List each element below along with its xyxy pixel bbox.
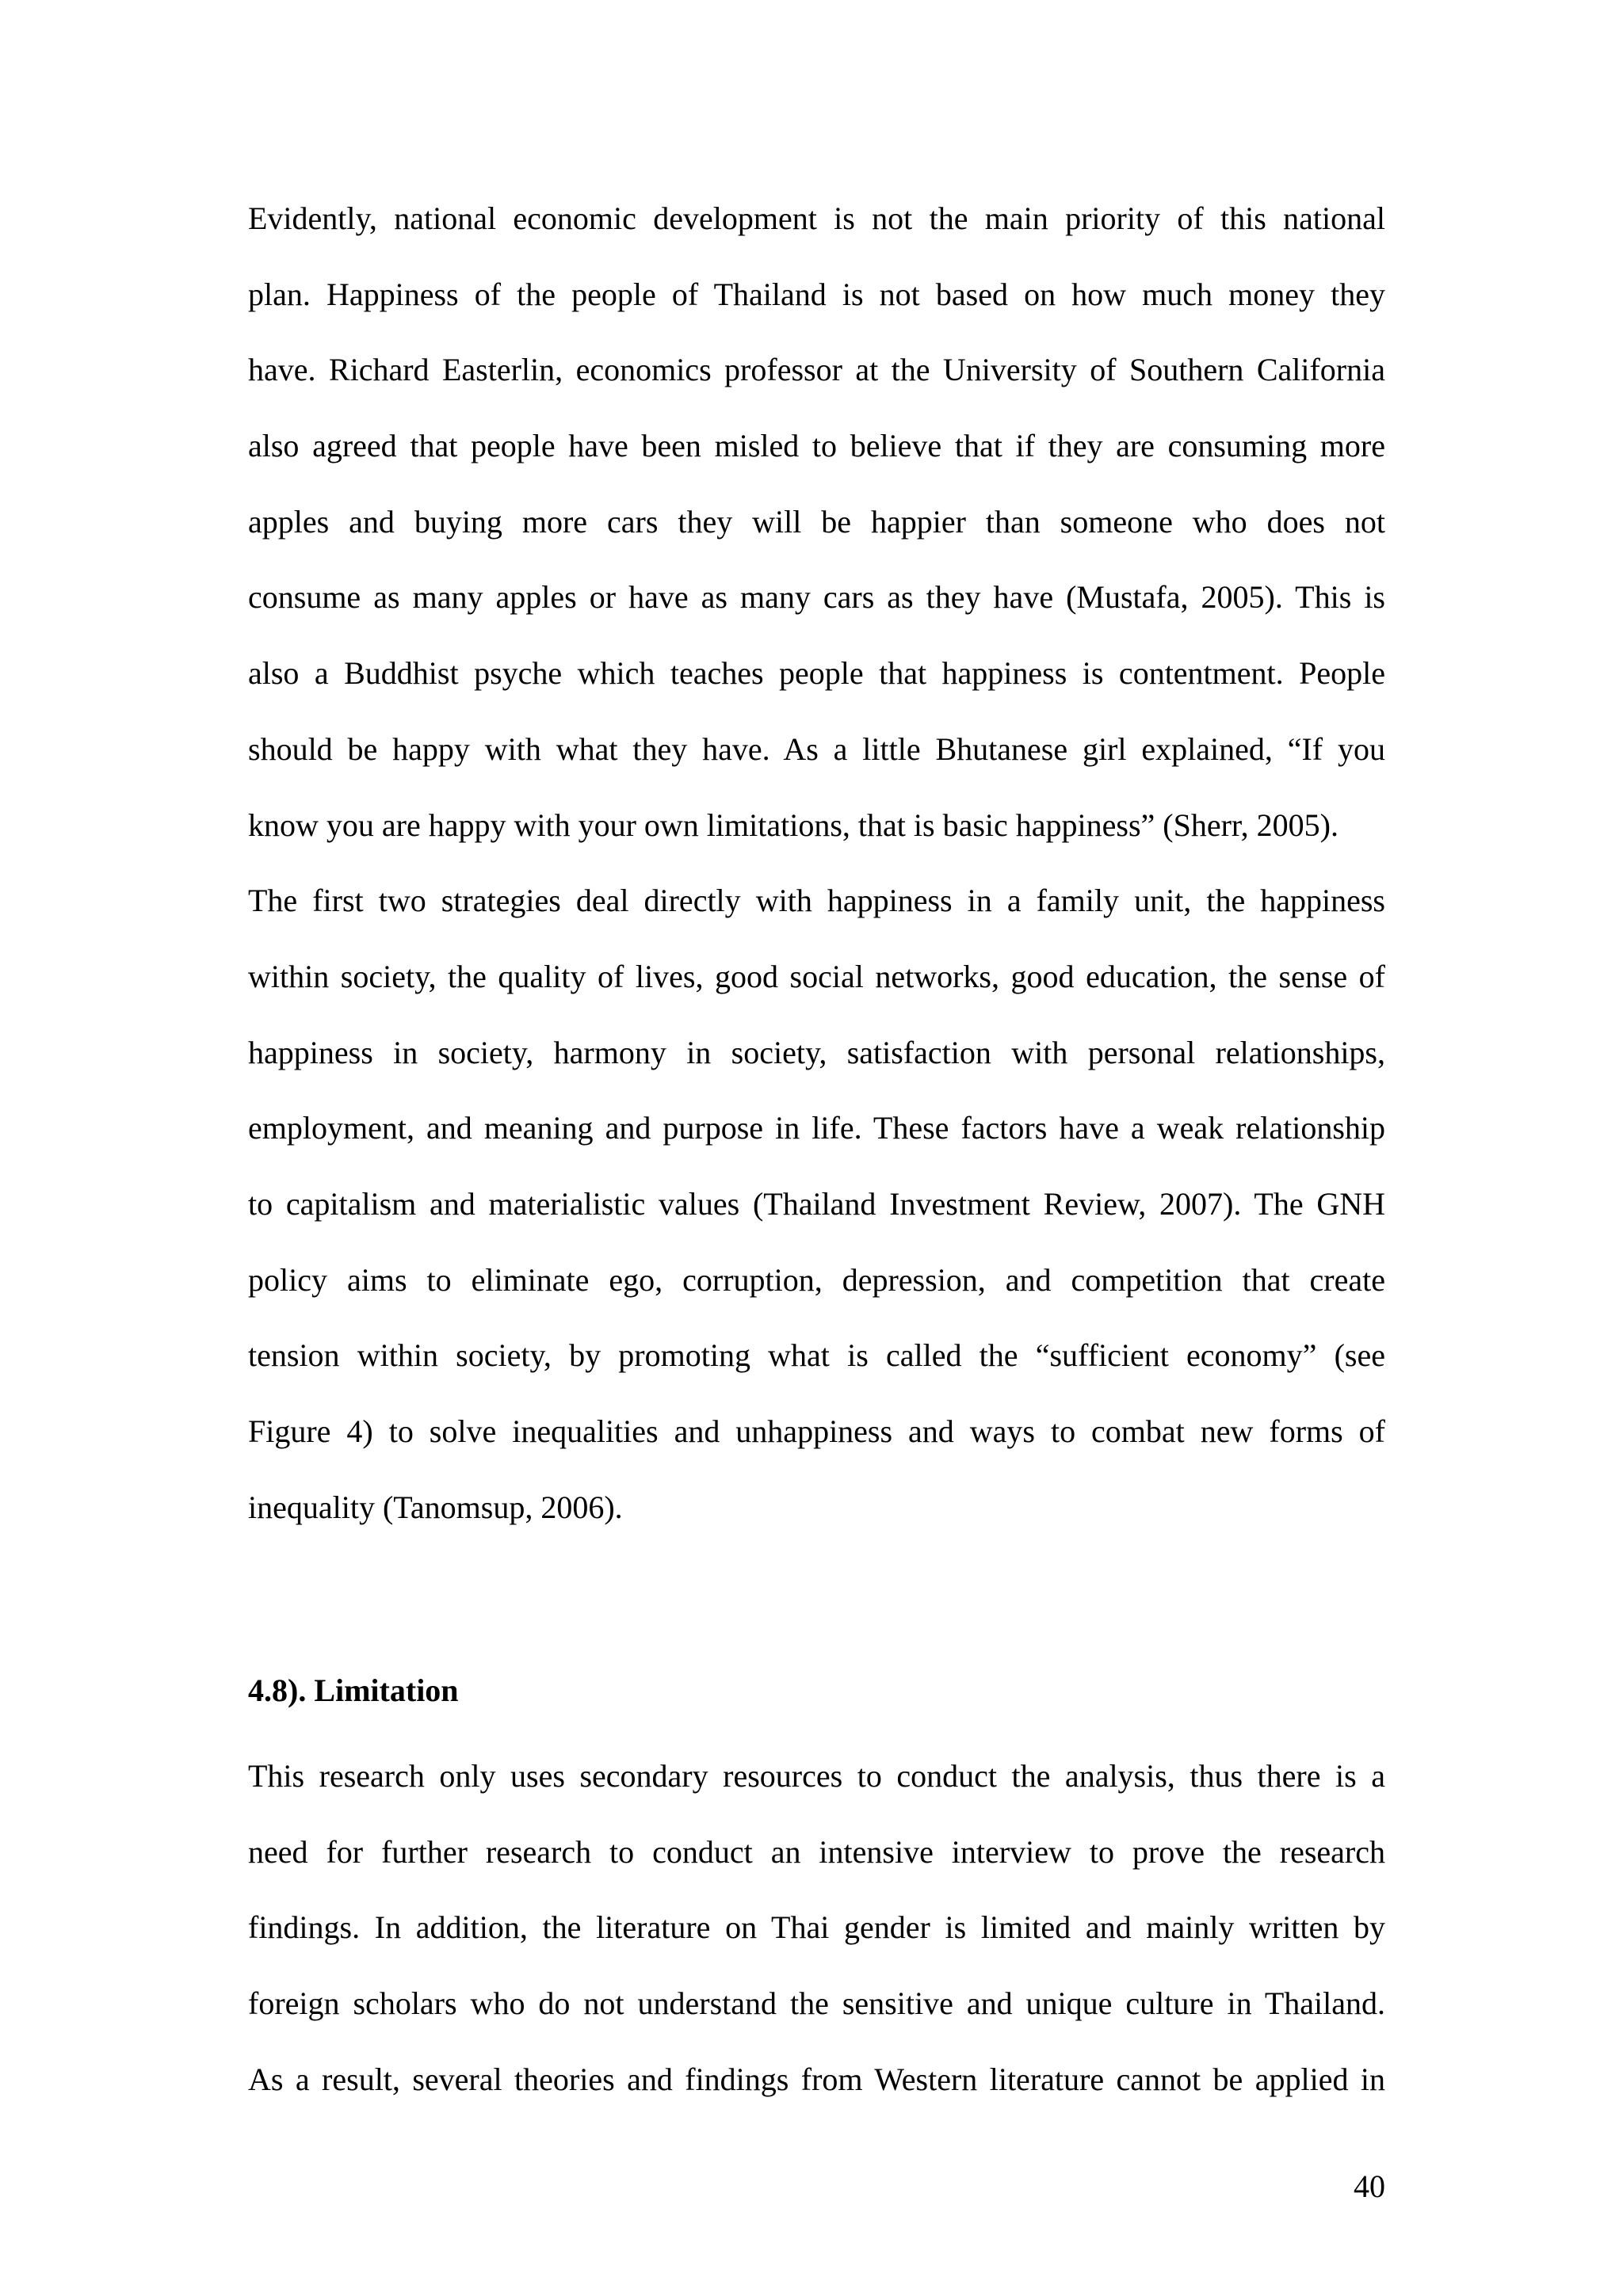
text-line: plan. Happiness of the people of Thailand is not based on how much money they <box>248 276 1385 312</box>
text-line: consume as many apples or have as many cars as they have (Mustafa, 2005). This is <box>248 579 1385 616</box>
text-line: within society, the quality of lives, good social networks, good education, the sense of <box>248 958 1385 994</box>
text-line: know you are happy with your own limitations, that is basic happiness” (Sherr, 2005). <box>248 807 1338 843</box>
text-line: foreign scholars who do not understand the sensitive and unique culture in Thailand. <box>248 1985 1385 2022</box>
page-number: 40 <box>1354 2168 1385 2204</box>
text-line: This research only uses secondary resources to conduct the analysis, thus there is a <box>248 1758 1385 1794</box>
paragraph-limitation <box>248 1738 1385 2117</box>
text-line: policy aims to eliminate ego, corruption, depression, and competition that create <box>248 1261 1385 1298</box>
text-line: have. Richard Easterlin, economics professor at the University of Southern California <box>248 352 1385 388</box>
text-line: need for further research to conduct an intensive interview to prove the research <box>248 1833 1385 1870</box>
text-line: Figure 4) to solve inequalities and unhappiness and ways to combat new forms of <box>248 1413 1385 1449</box>
text-line: should be happy with what they have. As a little Bhutanese girl explained, “If you <box>248 730 1385 767</box>
paragraph-gnh-happiness <box>248 181 1385 1545</box>
text-line: The first two strategies deal directly with happiness in a family unit, the happiness <box>248 883 1385 919</box>
text-line: inequality (Tanomsup, 2006). <box>248 1489 623 1525</box>
text-line: As a result, several theories and findings from Western literature cannot be applied in <box>248 2061 1385 2097</box>
text-line: findings. In addition, the literature on Thai gender is limited and mainly written by <box>248 1909 1385 1946</box>
section-heading: 4.8). Limitation <box>248 1672 459 1708</box>
text-line: also a Buddhist psyche which teaches people that happiness is contentment. People <box>248 655 1385 692</box>
text-line: also agreed that people have been misled to believe that if they are consuming more <box>248 428 1385 464</box>
text-line: employment, and meaning and purpose in life. These factors have a weak relationship <box>248 1110 1385 1146</box>
text-line: to capitalism and materialistic values (Thailand Investment Review, 2007). The GNH <box>248 1185 1385 1222</box>
text-line: Evidently, national economic development is not the main priority of this national <box>248 200 1385 236</box>
text-line: tension within society, by promoting what is called the “sufficient economy” (see <box>248 1337 1385 1374</box>
text-line: apples and buying more cars they will be happier than someone who does not <box>248 503 1385 540</box>
text-line: happiness in society, harmony in society, satisfaction with personal relationships, <box>248 1034 1385 1070</box>
